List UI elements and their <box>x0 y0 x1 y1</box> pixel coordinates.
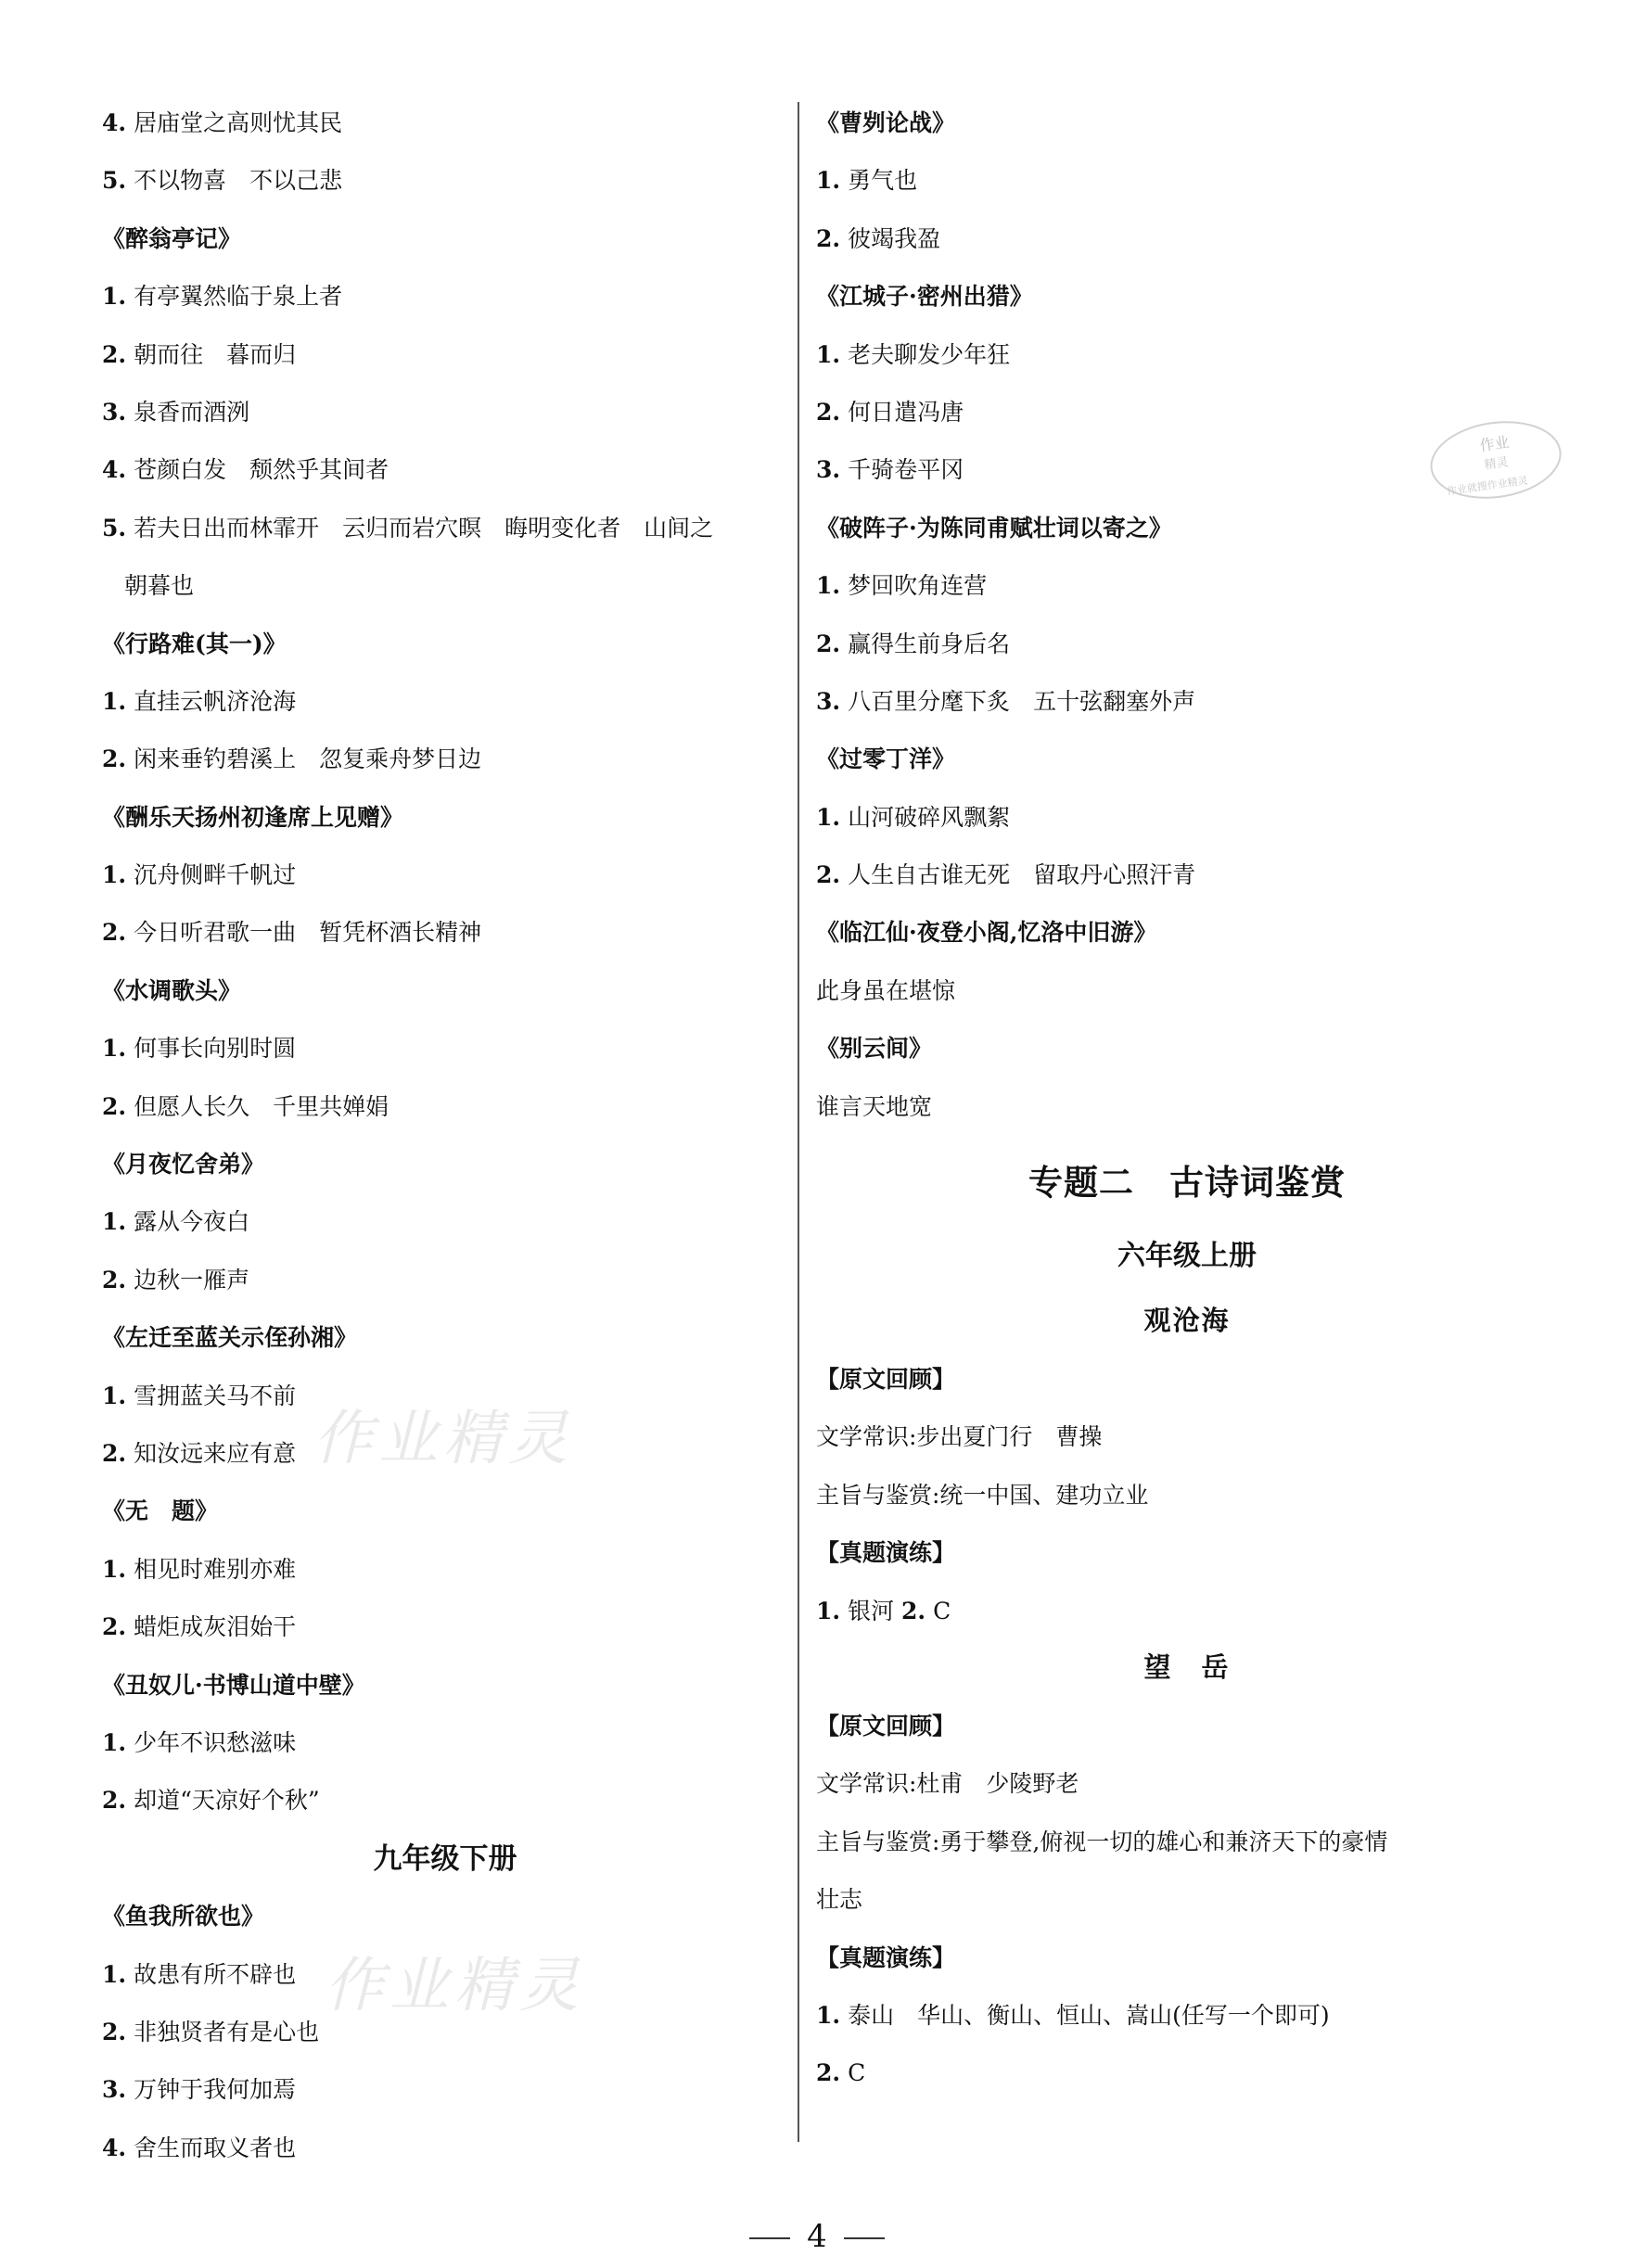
poem-title: 《鱼我所欲也》 <box>102 1903 265 1930</box>
item-number: 1. <box>102 1382 127 1409</box>
item-text: 若夫日出而林霏开 云归而岩穴暝 晦明变化者 山间之 <box>134 514 714 542</box>
item-number: 2. <box>102 1613 127 1641</box>
item-text: 朝而往 暮而归 <box>134 340 297 368</box>
answer-item <box>102 904 788 962</box>
poem-title: 《丑奴儿·书博山道中壁》 <box>102 1671 365 1699</box>
item-text: 沉舟侧畔千帆过 <box>134 861 297 889</box>
poem-title: 《临江仙·夜登小阁,忆洛中旧游》 <box>816 919 1157 947</box>
right-column <box>816 95 1558 2103</box>
item-text: 故患有所不辟也 <box>134 1960 297 1988</box>
item-number: 2. <box>102 1266 127 1293</box>
topic-heading: 专题二 古诗词鉴赏 <box>1028 1162 1346 1204</box>
item-number: 2. <box>102 2018 127 2045</box>
item-text: 老夫聊发少年狂 <box>848 340 1011 368</box>
answer-text: 壮志 <box>816 1886 863 1914</box>
item-text: 万钟于我何加焉 <box>134 2076 297 2104</box>
answer-item <box>102 1599 788 1656</box>
item-text: 舍生而取义者也 <box>134 2134 297 2161</box>
subsection-label: 【真题演练】 <box>816 1539 956 1567</box>
item-number: 1. <box>816 167 841 195</box>
item-number: 2. <box>816 398 841 426</box>
item-number: 2. <box>816 224 841 252</box>
answer-item <box>816 616 1558 673</box>
answer-item <box>816 1583 1558 1640</box>
answer-item <box>102 1193 788 1251</box>
answer-item <box>102 1714 788 1772</box>
answer-text: 主旨与鉴赏:统一中国、建功立业 <box>816 1481 1149 1509</box>
answer-item <box>102 384 788 441</box>
answer-item <box>102 1541 788 1599</box>
answer-item <box>816 789 1558 847</box>
item-text: 山河破碎风飘絮 <box>848 803 1011 831</box>
answer-item <box>102 152 788 210</box>
item-number: 2. <box>901 1597 926 1625</box>
item-text: 雪拥蓝关马不前 <box>134 1382 297 1409</box>
item-number: 1. <box>102 1960 127 1988</box>
subsection-label: 【原文回顾】 <box>816 1366 956 1394</box>
answer-item <box>816 1987 1558 2045</box>
item-text: 八百里分麾下炙 五十弦翻塞外声 <box>848 687 1196 715</box>
item-text: 边秋一雁声 <box>134 1266 250 1293</box>
item-text: 有亭翼然临于泉上者 <box>134 283 343 311</box>
item-text: 不以物喜 不以己悲 <box>134 167 343 195</box>
item-number: 2. <box>102 745 127 773</box>
item-text: 千骑卷平冈 <box>848 456 964 484</box>
poem-heading: 望 岳 <box>1143 1650 1231 1683</box>
item-text: 相见时难别亦难 <box>134 1555 297 1583</box>
item-number: 2. <box>102 1092 127 1120</box>
stamp-line-1: 作业 <box>1478 432 1511 455</box>
item-text: 却道“天凉好个秋” <box>134 1787 320 1815</box>
answer-item <box>102 326 788 384</box>
answer-text: 主旨与鉴赏:勇于攀登,俯视一切的雄心和兼济天下的豪情 <box>816 1828 1388 1855</box>
item-number: 1. <box>102 1555 127 1583</box>
poem-title: 《酬乐天扬州初逢席上见赠》 <box>102 803 404 831</box>
stamp-line-3: 作业就搜作业精灵 <box>1446 474 1529 498</box>
answer-item <box>102 1252 788 1309</box>
item-number: 1. <box>102 1035 127 1063</box>
answer-item <box>102 500 788 557</box>
item-text: 勇气也 <box>848 167 918 195</box>
page-number: 4 <box>0 2218 1634 2255</box>
item-text: 彼竭我盈 <box>848 224 941 252</box>
item-text: 梦回吹角连营 <box>848 572 988 600</box>
item-text: 赢得生前身后名 <box>848 630 1011 657</box>
item-number: 4. <box>102 109 127 136</box>
answer-item <box>102 2061 788 2119</box>
poem-title: 《行路难(其一)》 <box>102 630 287 657</box>
item-text: 今日听君歌一曲 暂凭杯酒长精神 <box>134 919 482 947</box>
watermark: 作业精灵 <box>325 1952 584 2020</box>
item-number: 5. <box>102 514 127 542</box>
answer-item <box>102 847 788 904</box>
answer-item <box>102 1020 788 1077</box>
item-text: 银河 <box>848 1597 902 1625</box>
item-number: 1. <box>102 687 127 715</box>
item-text: 蜡炬成灰泪始干 <box>134 1613 297 1641</box>
poem-title: 《曹刿论战》 <box>816 109 956 136</box>
poem-heading: 观沧海 <box>1143 1305 1231 1337</box>
item-number: 1. <box>102 1728 127 1756</box>
answer-item <box>816 847 1558 904</box>
poem-title: 《无 题》 <box>102 1497 219 1525</box>
answer-item <box>102 95 788 152</box>
subsection-label: 【原文回顾】 <box>816 1712 956 1739</box>
poem-title: 《水调歌头》 <box>102 976 242 1004</box>
answer-item <box>102 2120 788 2177</box>
subsection-label: 【真题演练】 <box>816 1943 956 1971</box>
stamp-line-2: 精灵 <box>1483 455 1510 473</box>
item-number: 2. <box>102 340 127 368</box>
item-text: C <box>933 1597 951 1625</box>
answer-item <box>102 1772 788 1829</box>
item-number: 1. <box>816 340 841 368</box>
section-heading: 九年级下册 <box>373 1841 517 1876</box>
item-number: 5. <box>102 167 127 195</box>
item-number: 2. <box>816 2059 841 2087</box>
poem-title: 《过零丁洋》 <box>816 745 956 773</box>
item-number: 3. <box>102 2076 127 2104</box>
item-text: 闲来垂钓碧溪上 忽复乘舟梦日边 <box>134 745 482 773</box>
item-number: 2. <box>816 630 841 657</box>
poem-title: 《别云间》 <box>816 1035 933 1063</box>
item-number: 3. <box>816 456 841 484</box>
item-text: 非独贤者有是心也 <box>134 2018 320 2045</box>
answer-text: 文学常识:步出夏门行 曹操 <box>816 1423 1103 1451</box>
answer-item <box>102 1368 788 1425</box>
answer-item <box>816 557 1558 615</box>
answer-item <box>816 326 1558 384</box>
answer-item <box>102 268 788 325</box>
answer-item <box>102 1425 788 1483</box>
poem-title: 《左迁至蓝关示侄孙湘》 <box>102 1324 358 1352</box>
item-number: 4. <box>102 2134 127 2161</box>
answer-item <box>102 1946 788 2004</box>
answer-item <box>102 2004 788 2061</box>
answer-item <box>816 2045 1558 2102</box>
item-text: 直挂云帆济沧海 <box>134 687 297 715</box>
item-number: 4. <box>102 456 127 484</box>
answer-text: 谁言天地宽 <box>816 1092 933 1120</box>
item-text: 但愿人长久 千里共婵娟 <box>134 1092 389 1120</box>
poem-title: 《江城子·密州出猎》 <box>816 283 1033 311</box>
answer-text: 此身虽在堪惊 <box>816 976 956 1004</box>
item-number: 2. <box>816 861 841 889</box>
item-number: 2. <box>102 919 127 947</box>
item-text: 居庙堂之高则忧其民 <box>134 109 343 136</box>
item-text: 何事长向别时圆 <box>134 1035 297 1063</box>
item-text: 露从今夜白 <box>134 1208 250 1236</box>
item-text: 苍颜白发 颓然乎其间者 <box>134 456 389 484</box>
left-column <box>102 95 788 2177</box>
answer-item <box>102 1078 788 1136</box>
item-number: 1. <box>102 1208 127 1236</box>
answer-item <box>816 210 1558 268</box>
item-number: 1. <box>816 2001 841 2029</box>
item-number: 2. <box>102 1439 127 1467</box>
item-text: 泉香而酒洌 <box>134 398 250 426</box>
item-text: 少年不识愁滋味 <box>134 1728 297 1756</box>
poem-title: 《醉翁亭记》 <box>102 224 242 252</box>
answer-item <box>816 152 1558 210</box>
item-number: 1. <box>816 572 841 600</box>
item-number: 3. <box>816 687 841 715</box>
poem-title: 《月夜忆舍弟》 <box>102 1151 265 1179</box>
column-divider <box>798 102 799 2142</box>
item-number: 3. <box>102 398 127 426</box>
item-number: 2. <box>102 1787 127 1815</box>
item-text: 知汝远来应有意 <box>134 1439 297 1467</box>
answer-item <box>102 731 788 788</box>
item-number: 1. <box>102 283 127 311</box>
item-text: 泰山 华山、衡山、恒山、嵩山(任写一个即可) <box>848 2001 1330 2029</box>
answer-text: 文学常识:杜甫 少陵野老 <box>816 1770 1079 1798</box>
grade-heading: 六年级上册 <box>1117 1240 1257 1273</box>
answer-item <box>816 673 1558 731</box>
answer-item <box>102 441 788 499</box>
answer-item <box>102 673 788 731</box>
item-text: 人生自古谁无死 留取丹心照汗青 <box>848 861 1196 889</box>
item-text: 何日遣冯唐 <box>848 398 964 426</box>
watermark: 作业精灵 <box>313 1405 573 1473</box>
item-text: C <box>848 2059 866 2087</box>
item-number: 1. <box>102 861 127 889</box>
answer-continuation: 朝暮也 <box>124 572 195 600</box>
poem-title: 《破阵子·为陈同甫赋壮词以寄之》 <box>816 514 1172 542</box>
item-number: 1. <box>816 803 841 831</box>
item-number: 1. <box>816 1597 841 1625</box>
